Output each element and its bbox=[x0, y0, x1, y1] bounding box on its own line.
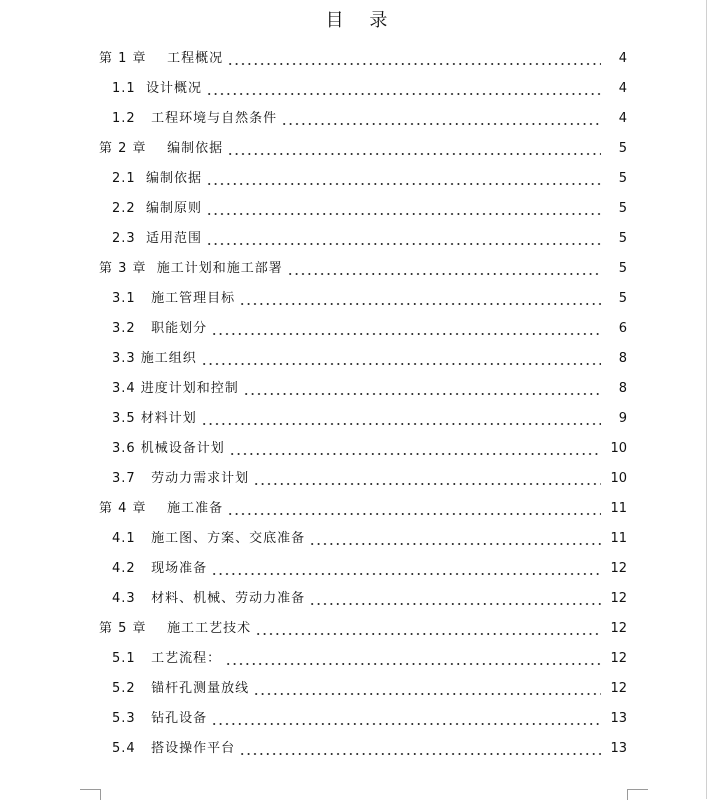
toc-entry-page: 4 bbox=[618, 81, 627, 96]
toc-entry[interactable] bbox=[0, 404, 713, 434]
toc-entry-label: 1.1 设计概况 bbox=[112, 81, 202, 96]
dot-leader bbox=[206, 167, 601, 191]
toc-entry[interactable] bbox=[0, 344, 713, 374]
toc-entry-page: 11 bbox=[610, 501, 627, 516]
toc-entry-label: 4.2 现场准备 bbox=[112, 561, 208, 576]
toc-entry[interactable] bbox=[0, 104, 713, 134]
toc-entry-page: 8 bbox=[618, 351, 627, 366]
dot-leader bbox=[239, 287, 601, 311]
page-corner-mark bbox=[627, 789, 648, 800]
toc-entry-label: 3.5 材料计划 bbox=[112, 411, 197, 426]
toc-entry-label: 第 1 章 工程概况 bbox=[99, 51, 224, 66]
toc-entry-label: 5.2 锚杆孔测量放线 bbox=[112, 681, 250, 696]
toc-entry-label: 1.2 工程环境与自然条件 bbox=[112, 111, 278, 126]
toc-entry-label: 4.3 材料、机械、劳动力准备 bbox=[112, 591, 306, 606]
toc-entry[interactable] bbox=[0, 74, 713, 104]
toc-entry-label: 4.1 施工图、方案、交底准备 bbox=[112, 531, 306, 546]
dot-leader bbox=[253, 467, 601, 491]
toc-entry[interactable] bbox=[0, 494, 713, 524]
toc-entry-page: 5 bbox=[618, 201, 627, 216]
toc-entry[interactable] bbox=[0, 554, 713, 584]
toc-entry-page: 5 bbox=[618, 141, 627, 156]
dot-leader bbox=[227, 497, 601, 521]
toc-entry-page: 10 bbox=[610, 471, 627, 486]
toc-entry-page: 13 bbox=[610, 741, 627, 756]
toc-entry-label: 3.6 机械设备计划 bbox=[112, 441, 225, 456]
toc-entry[interactable] bbox=[0, 524, 713, 554]
toc-entry-page: 8 bbox=[618, 381, 627, 396]
toc-entry-page: 9 bbox=[618, 411, 627, 426]
dot-leader bbox=[211, 317, 601, 341]
dot-leader bbox=[206, 197, 601, 221]
dot-leader bbox=[243, 377, 601, 401]
toc-entry-page: 12 bbox=[610, 621, 627, 636]
page-corner-mark bbox=[80, 789, 101, 800]
toc-entry-label: 2.3 适用范围 bbox=[112, 231, 202, 246]
toc-entry-label: 2.1 编制依据 bbox=[112, 171, 202, 186]
toc-entry-page: 13 bbox=[610, 711, 627, 726]
dot-leader bbox=[309, 587, 601, 611]
toc-entry[interactable] bbox=[0, 464, 713, 494]
toc-entry-label: 5.1 工艺流程： bbox=[112, 651, 222, 666]
dot-leader bbox=[309, 527, 601, 551]
toc-entry[interactable] bbox=[0, 434, 713, 464]
toc-entry-label: 3.4 进度计划和控制 bbox=[112, 381, 239, 396]
dot-leader bbox=[211, 707, 601, 731]
toc-entry-label: 5.4 搭设操作平台 bbox=[112, 741, 236, 756]
table-of-contents bbox=[0, 44, 713, 764]
toc-entry[interactable] bbox=[0, 644, 713, 674]
toc-entry-page: 11 bbox=[610, 531, 627, 546]
toc-entry-page: 5 bbox=[618, 261, 627, 276]
toc-entry-label: 3.2 职能划分 bbox=[112, 321, 208, 336]
toc-entry[interactable] bbox=[0, 254, 713, 284]
toc-entry-page: 12 bbox=[610, 561, 627, 576]
dot-leader bbox=[281, 107, 601, 131]
toc-entry-page: 5 bbox=[618, 291, 627, 306]
dot-leader bbox=[229, 437, 601, 461]
toc-title: 目 录 bbox=[325, 10, 398, 31]
toc-entry-page: 4 bbox=[618, 51, 627, 66]
toc-entry-page: 5 bbox=[618, 171, 627, 186]
dot-leader bbox=[211, 557, 601, 581]
toc-entry[interactable] bbox=[0, 614, 713, 644]
toc-entry-page: 10 bbox=[610, 441, 627, 456]
toc-entry[interactable] bbox=[0, 314, 713, 344]
dot-leader bbox=[287, 257, 601, 281]
dot-leader bbox=[206, 77, 601, 101]
toc-entry[interactable] bbox=[0, 194, 713, 224]
toc-entry[interactable] bbox=[0, 584, 713, 614]
toc-entry-label: 第 2 章 编制依据 bbox=[99, 141, 224, 156]
toc-entry-label: 3.3 施工组织 bbox=[112, 351, 197, 366]
toc-entry[interactable] bbox=[0, 284, 713, 314]
dot-leader bbox=[201, 347, 601, 371]
toc-entry[interactable] bbox=[0, 224, 713, 254]
toc-entry-label: 3.7 劳动力需求计划 bbox=[112, 471, 250, 486]
toc-entry-label: 2.2 编制原则 bbox=[112, 201, 202, 216]
toc-entry-page: 4 bbox=[618, 111, 627, 126]
toc-entry-page: 6 bbox=[618, 321, 627, 336]
page-edge bbox=[706, 0, 707, 799]
dot-leader bbox=[227, 47, 601, 71]
dot-leader bbox=[201, 407, 601, 431]
toc-entry-page: 5 bbox=[618, 231, 627, 246]
toc-entry-page: 12 bbox=[610, 681, 627, 696]
toc-entry[interactable] bbox=[0, 374, 713, 404]
toc-entry-label: 5.3 钻孔设备 bbox=[112, 711, 208, 726]
toc-entry[interactable] bbox=[0, 704, 713, 734]
toc-entry-label: 第 4 章 施工准备 bbox=[99, 501, 224, 516]
dot-leader bbox=[239, 737, 601, 761]
dot-leader bbox=[225, 647, 601, 671]
toc-entry[interactable] bbox=[0, 674, 713, 704]
toc-entry[interactable] bbox=[0, 134, 713, 164]
dot-leader bbox=[253, 677, 601, 701]
toc-entry-page: 12 bbox=[610, 591, 627, 606]
toc-entry[interactable] bbox=[0, 164, 713, 194]
toc-entry-label: 3.1 施工管理目标 bbox=[112, 291, 236, 306]
dot-leader bbox=[255, 617, 601, 641]
toc-entry-label: 第 5 章 施工工艺技术 bbox=[99, 621, 252, 636]
dot-leader bbox=[227, 137, 601, 161]
toc-entry[interactable] bbox=[0, 734, 713, 764]
toc-entry[interactable] bbox=[0, 44, 713, 74]
toc-entry-label: 第 3 章 施工计划和施工部署 bbox=[99, 261, 283, 276]
toc-entry-page: 12 bbox=[610, 651, 627, 666]
dot-leader bbox=[206, 227, 601, 251]
